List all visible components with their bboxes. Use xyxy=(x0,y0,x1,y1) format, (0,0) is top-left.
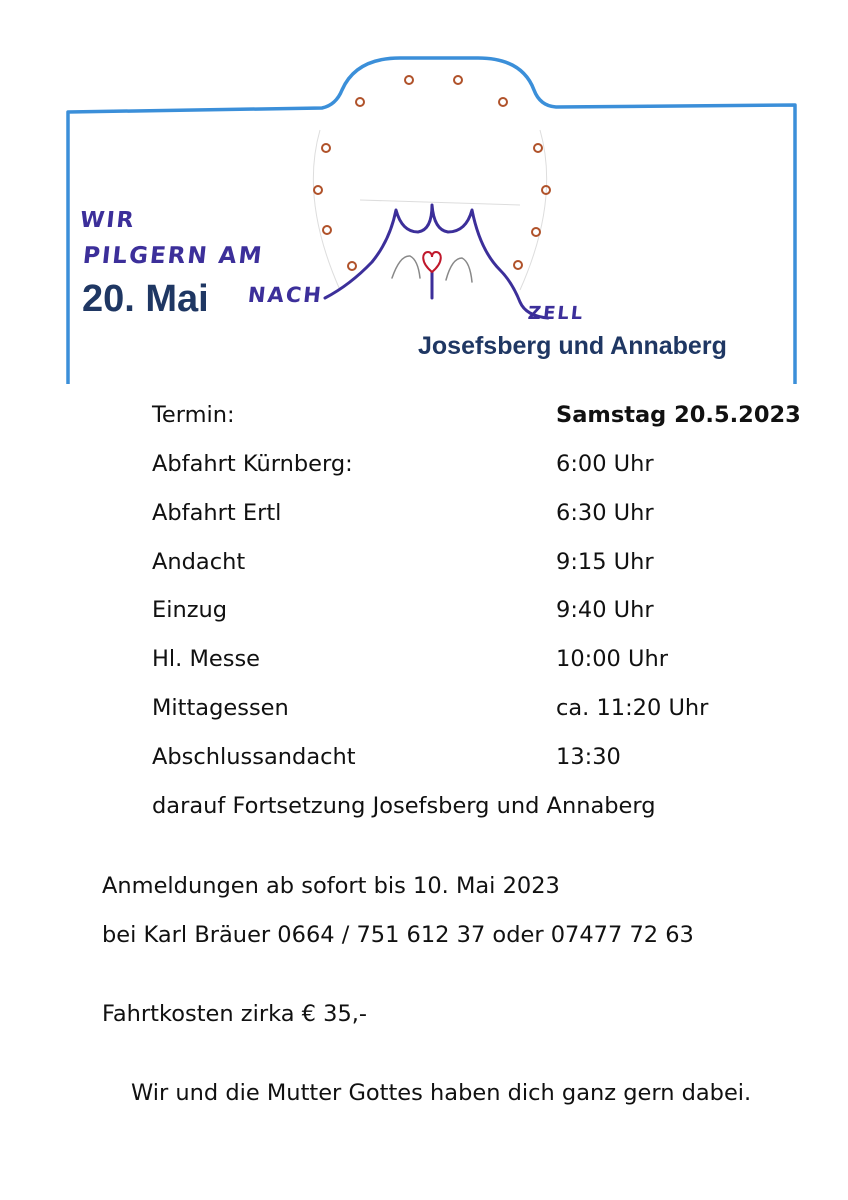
handwritten-pilgern-am: PILGERN AM xyxy=(81,243,265,269)
handwritten-wir: WIR xyxy=(78,208,137,233)
pilgrimage-header xyxy=(0,0,848,390)
schedule-label: Abfahrt Kürnberg: xyxy=(152,451,353,477)
schedule-label: Abschlussandacht xyxy=(152,744,356,770)
schedule-time: Samstag 20.5.2023 xyxy=(556,402,801,428)
dot-ring xyxy=(314,76,550,270)
schedule-row xyxy=(0,597,848,637)
handwritten-nach: NACH xyxy=(246,283,325,307)
schedule-row xyxy=(0,549,848,589)
subtitle: Josefsberg und Annaberg xyxy=(418,332,727,360)
continuation-note: darauf Fortsetzung Josefsberg und Annaberg xyxy=(152,793,656,819)
date-title: 20. Mai xyxy=(82,278,209,320)
schedule-label: Termin: xyxy=(152,402,235,428)
schedule-time: 9:40 Uhr xyxy=(556,597,654,623)
schedule-row xyxy=(0,402,848,442)
schedule-time: 13:30 xyxy=(556,744,621,770)
schedule-label: Andacht xyxy=(152,549,246,575)
schedule-label: Hl. Messe xyxy=(152,646,261,672)
schedule-label: Einzug xyxy=(152,597,228,623)
schedule-row xyxy=(0,646,848,686)
heart-icon xyxy=(423,252,441,272)
schedule-row xyxy=(0,451,848,491)
schedule-time: 6:30 Uhr xyxy=(556,500,654,526)
schedule-time: 9:15 Uhr xyxy=(556,549,654,575)
schedule-label: Abfahrt Ertl xyxy=(152,500,282,526)
schedule-time: 10:00 Uhr xyxy=(556,646,668,672)
schedule-row xyxy=(0,744,848,784)
closing-line: Wir und die Mutter Gottes haben dich ganz gern dabei. xyxy=(131,1080,752,1106)
registration-line-1: Anmeldungen ab sofort bis 10. Mai 2023 xyxy=(102,873,560,899)
travel-costs: Fahrtkosten zirka € 35,- xyxy=(102,1001,368,1027)
handwritten-zell: ZELL xyxy=(526,303,586,324)
schedule-time: 6:00 Uhr xyxy=(556,451,654,477)
schedule-label: Mittagessen xyxy=(152,695,289,721)
schedule-row xyxy=(0,500,848,540)
schedule-time: ca. 11:20 Uhr xyxy=(556,695,709,721)
schedule-row xyxy=(0,695,848,735)
registration-line-2: bei Karl Bräuer 0664 / 751 612 37 oder 07477 72 63 xyxy=(102,922,694,948)
